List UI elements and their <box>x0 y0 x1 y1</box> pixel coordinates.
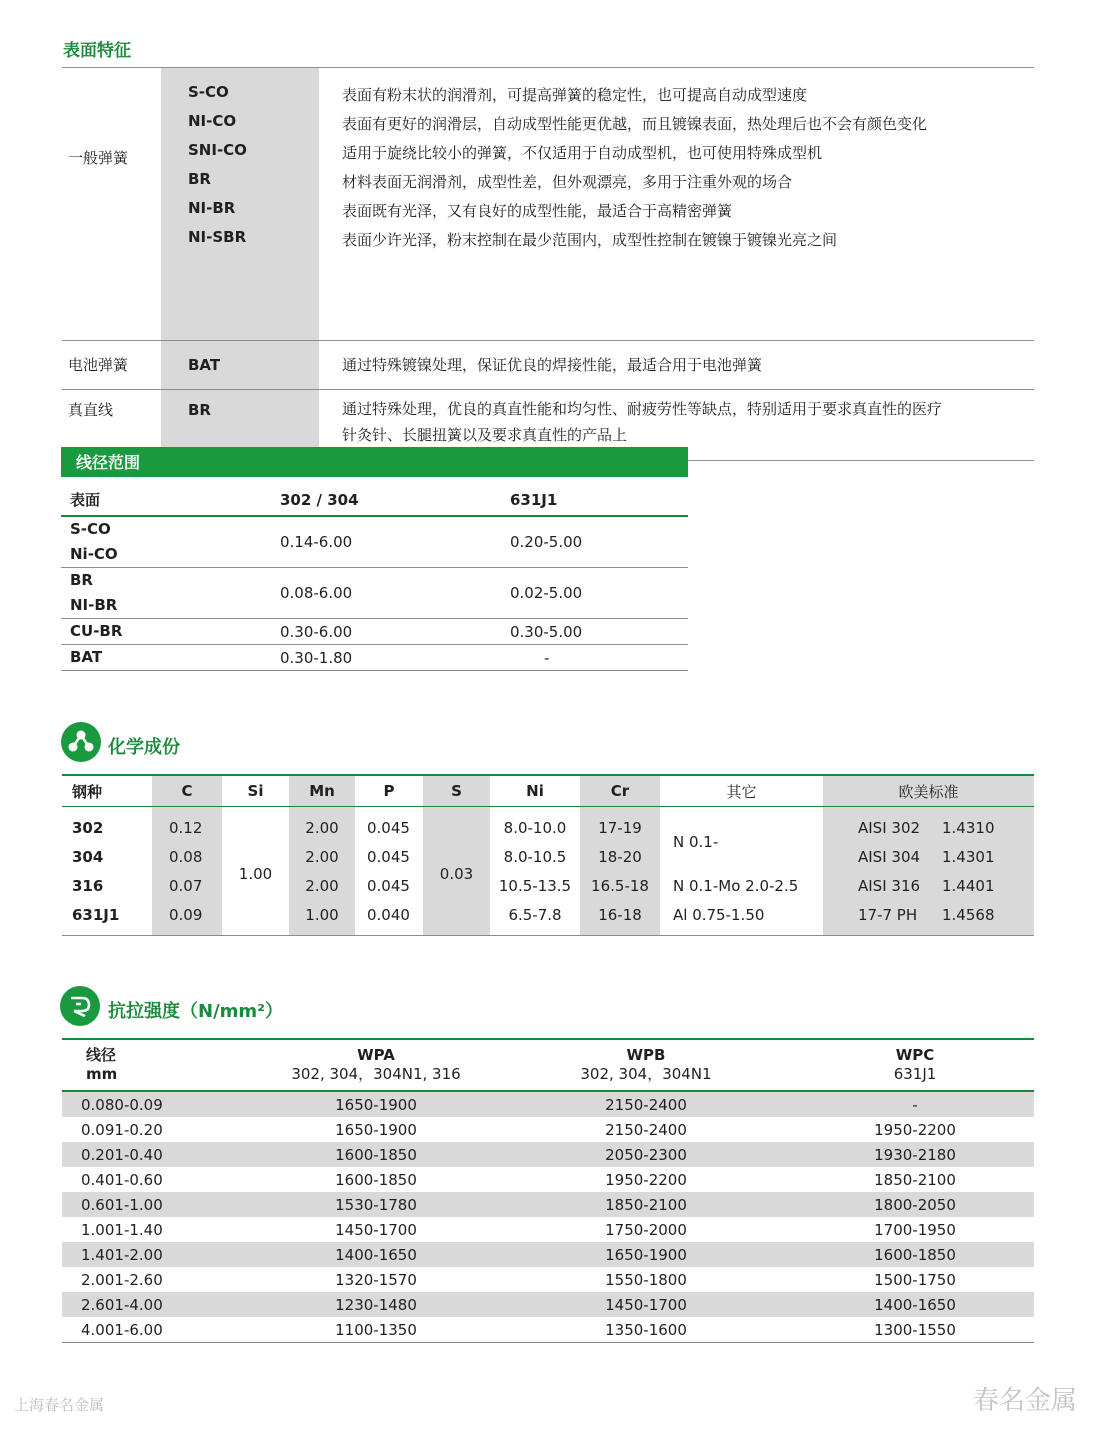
wpc-value: 1300-1550 <box>874 1320 956 1339</box>
wpb-value: 1850-2100 <box>496 1192 796 1217</box>
phosphorus-value: 0.045 <box>367 818 410 837</box>
surface-category: 电池弹簧 <box>68 356 129 374</box>
wpa-value: 1650-1900 <box>335 1120 417 1139</box>
wpa-value: 1450-1700 <box>335 1220 417 1239</box>
wpa-value: 1320-1570 <box>335 1270 417 1289</box>
range-631j1: 0.20-5.00 <box>510 533 583 551</box>
surface-code: CU-BR <box>70 622 123 640</box>
surface-category: 一般弹簧 <box>68 149 129 167</box>
table-row <box>61 568 688 619</box>
steel-grade: 302 <box>72 818 104 837</box>
carbon-value: 0.07 <box>152 871 222 900</box>
wpc-value: 1500-1750 <box>874 1270 956 1289</box>
column-header: 线径 mm <box>86 1046 118 1083</box>
surface-code: BAT <box>70 648 103 666</box>
tensile-icon <box>60 986 100 1026</box>
tensile-header-row <box>62 1039 1034 1091</box>
wpb-value: 1950-2200 <box>605 1170 687 1189</box>
table-row <box>61 516 688 568</box>
range-631j1: - <box>544 648 550 667</box>
steel-grade: 304 <box>72 847 104 866</box>
column-header: Si <box>247 782 264 800</box>
column-header: C <box>152 775 222 807</box>
wire-diameter: 0.401-0.60 <box>81 1170 163 1189</box>
wire-diameter: 4.001-6.00 <box>81 1320 163 1339</box>
wpa-value: 1530-1780 <box>256 1192 496 1217</box>
wpb-value: 2150-2400 <box>605 1120 687 1139</box>
range-631j1: 0.02-5.00 <box>510 584 583 602</box>
surface-code: NI-BR <box>70 596 118 614</box>
table-row <box>61 645 688 671</box>
other-value: N 0.1-Mo 2.0-2.5 <box>673 876 799 895</box>
chromium-value: 17-19 <box>580 807 660 843</box>
wpa-value: 1650-1900 <box>256 1091 496 1117</box>
surface-descriptions: 通过特殊处理，优良的真直性能和均匀性、耐疲劳性等缺点，特别适用于要求真直性的医疗 针灸针、长腿扭簧以及要求真直性的产品上 <box>342 400 943 444</box>
carbon-value: 0.08 <box>152 842 222 871</box>
table-row <box>62 842 1034 871</box>
surface-descriptions: 通过特殊镀镍处理，保证优良的焊接性能，最适合用于电池弹簧 <box>342 356 763 374</box>
wire-diameter: 2.601-4.00 <box>62 1292 256 1317</box>
wpb-value: 1450-1700 <box>496 1292 796 1317</box>
wire-range-table <box>61 485 688 671</box>
column-header: WPB 302, 304，304N1 <box>580 1046 712 1083</box>
sulfur-value: 0.03 <box>423 807 490 936</box>
carbon-value: 0.09 <box>152 900 222 936</box>
table-row <box>61 619 688 645</box>
wpa-value: 1230-1480 <box>256 1292 496 1317</box>
range-631j1: 0.30-5.00 <box>510 622 583 641</box>
table-row <box>62 1267 1034 1292</box>
table-row <box>62 1242 1034 1267</box>
standard-value: AISI 304 1.4301 <box>823 842 1034 871</box>
column-header: 631J1 <box>510 491 558 509</box>
column-header: Ni <box>526 782 544 800</box>
wpa-value: 1400-1650 <box>256 1242 496 1267</box>
wire-diameter: 2.001-2.60 <box>81 1270 163 1289</box>
other-value: N 0.1- <box>673 833 719 851</box>
molecule-icon <box>61 722 101 762</box>
wire-diameter: 0.091-0.20 <box>81 1120 163 1139</box>
wire-diameter: 0.201-0.40 <box>62 1142 256 1167</box>
silicon-value: 1.00 <box>238 865 273 883</box>
surface-row-general <box>62 68 1034 341</box>
wpc-value: 1400-1650 <box>796 1292 1034 1317</box>
carbon-value: 0.12 <box>152 807 222 843</box>
standard-value: AISI 302 1.4310 <box>823 807 1034 843</box>
wpc-value: 1850-2100 <box>874 1170 956 1189</box>
chemical-section-title: 化学成份 <box>108 737 180 758</box>
wire-range-header-bar: 线径范围 <box>61 447 688 477</box>
wpa-value: 1600-1850 <box>335 1170 417 1189</box>
chromium-value: 16-18 <box>580 900 660 936</box>
wpa-value: 1600-1850 <box>256 1142 496 1167</box>
manganese-value: 1.00 <box>289 900 355 936</box>
wire-diameter: 0.601-1.00 <box>62 1192 256 1217</box>
chromium-value: 18-20 <box>580 842 660 871</box>
tensile-table <box>62 1038 1034 1343</box>
chemical-table <box>62 774 1034 936</box>
standard-value: 17-7 PH 1.4568 <box>823 900 1034 936</box>
table-row <box>62 1217 1034 1242</box>
footer-brand-left: 上海春名金属 <box>14 1396 105 1414</box>
wpb-value: 2150-2400 <box>496 1091 796 1117</box>
range-302-304: 0.30-6.00 <box>280 622 353 641</box>
nickel-value: 6.5-7.8 <box>508 905 562 924</box>
column-header: Mn <box>289 775 355 807</box>
table-row <box>62 1292 1034 1317</box>
wpb-value: 1650-1900 <box>496 1242 796 1267</box>
footer-brand-right: 春名金属 <box>973 1386 1078 1416</box>
surface-descriptions: 表面有粉末状的润滑剂，可提高弹簧的稳定性，也可提高自动成型速度 表面有更好的润滑层，自动成型性能更优越，而且镀镍表面，热处理后也不会有颜色变化 适用于旋绕比较小的弹簧，不仅适用于自动成型机，也可使用特殊成型机 材料表面无润滑剂，成型性差，但外观漂亮，多用于注重外观的场合 表面既有光泽，又有良好的成型性能，最适合于高精密弹簧 表面少许光泽，粉末控制在最少范围内，成型性控制在镀镍于镀镍光亮之间 <box>342 86 928 249</box>
table-row <box>62 1117 1034 1142</box>
wpb-value: 1550-1800 <box>605 1270 687 1289</box>
manganese-value: 2.00 <box>289 842 355 871</box>
wire-range-header-row <box>61 485 688 516</box>
wire-diameter: 1.401-2.00 <box>62 1242 256 1267</box>
table-row <box>62 807 1034 843</box>
range-302-304: 0.08-6.00 <box>280 584 353 602</box>
manganese-value: 2.00 <box>289 807 355 843</box>
phosphorus-value: 0.045 <box>367 876 410 895</box>
wire-diameter: 0.080-0.09 <box>62 1091 256 1117</box>
surface-code: BR <box>70 571 93 589</box>
wpb-value: 1750-2000 <box>605 1220 687 1239</box>
wire-diameter: 1.001-1.40 <box>81 1220 163 1239</box>
nickel-value: 8.0-10.5 <box>503 847 567 866</box>
surface-code: Ni-CO <box>70 545 118 563</box>
column-header: 钢种 <box>72 782 103 801</box>
column-header: 其它 <box>726 782 757 801</box>
surface-section-title: 表面特征 <box>63 41 131 61</box>
chemical-header-row <box>62 775 1034 807</box>
wpa-value: 1100-1350 <box>335 1320 417 1339</box>
phosphorus-value: 0.040 <box>367 905 410 924</box>
surface-codes: BAT <box>161 341 319 390</box>
table-row <box>62 1167 1034 1192</box>
table-row <box>62 871 1034 900</box>
surface-code: S-CO <box>70 520 111 538</box>
column-header: 欧美标准 <box>823 775 1034 807</box>
surface-codes: S-CO NI-CO SNI-CO BR NI-BR NI-SBR <box>161 68 319 341</box>
wpc-value: 1600-1850 <box>796 1242 1034 1267</box>
wpb-value: 2050-2300 <box>496 1142 796 1167</box>
phosphorus-value: 0.045 <box>367 847 410 866</box>
table-row <box>62 1192 1034 1217</box>
wpc-value: 1930-2180 <box>796 1142 1034 1167</box>
chromium-value: 16.5-18 <box>580 871 660 900</box>
surface-row-battery <box>62 341 1034 390</box>
nickel-value: 8.0-10.0 <box>503 818 567 837</box>
column-header: WPC 631J1 <box>893 1046 937 1083</box>
table-row <box>62 1091 1034 1117</box>
manganese-value: 2.00 <box>289 871 355 900</box>
column-header: S <box>423 775 490 807</box>
wpc-value: - <box>796 1091 1034 1117</box>
wpc-value: 1800-2050 <box>796 1192 1034 1217</box>
steel-grade: 316 <box>72 876 104 895</box>
column-header: 302 / 304 <box>280 491 359 509</box>
steel-grade: 631J1 <box>72 905 120 924</box>
surface-codes: BR <box>161 390 319 461</box>
other-value: Al 0.75-1.50 <box>673 905 765 924</box>
column-header: WPA 302, 304，304N1, 316 <box>291 1046 461 1083</box>
surface-category: 真直线 <box>68 401 114 419</box>
column-header: P <box>383 782 395 800</box>
range-302-304: 0.30-1.80 <box>280 648 353 667</box>
table-row <box>62 1142 1034 1167</box>
tensile-section-title: 抗拉强度（N/mm²） <box>108 1001 284 1022</box>
wpb-value: 1350-1600 <box>605 1320 687 1339</box>
wpc-value: 1950-2200 <box>874 1120 956 1139</box>
column-header: Cr <box>580 775 660 807</box>
range-302-304: 0.14-6.00 <box>280 533 353 551</box>
wpc-value: 1700-1950 <box>874 1220 956 1239</box>
standard-value: AISI 316 1.4401 <box>823 871 1034 900</box>
surface-table <box>62 67 1034 461</box>
nickel-value: 10.5-13.5 <box>498 876 572 895</box>
column-header: 表面 <box>70 490 101 509</box>
table-row <box>62 900 1034 936</box>
table-row <box>62 1317 1034 1343</box>
